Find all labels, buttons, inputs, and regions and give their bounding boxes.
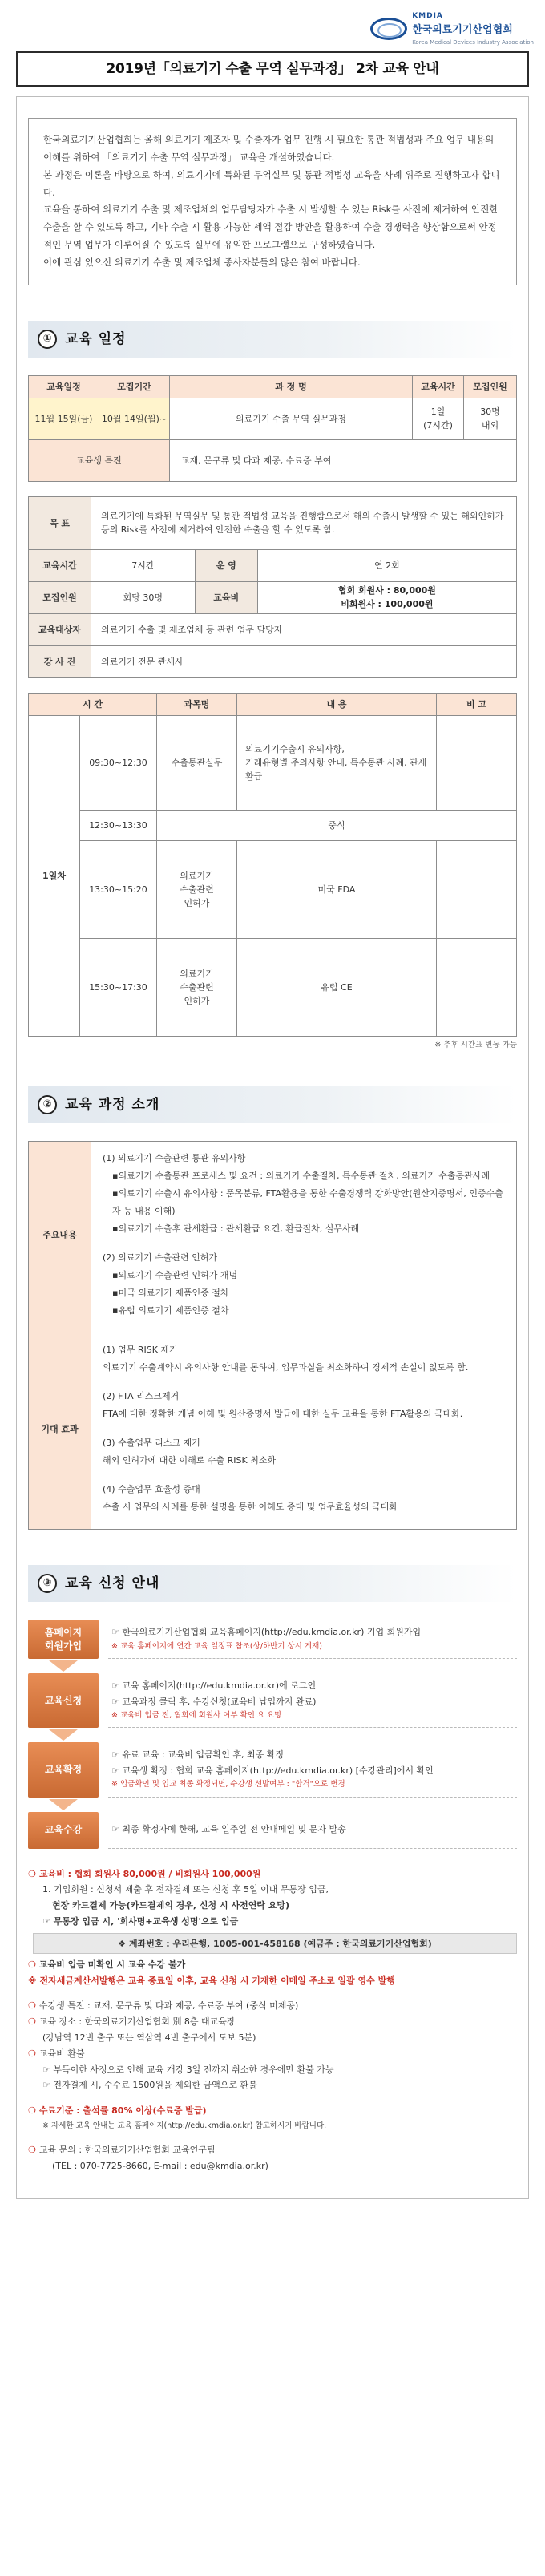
step-signup: [28, 1620, 517, 1659]
goal-text: 의료기기에 특화된 무역실무 및 통관 적법성 교육을 진행함으로서 해외 수출시 발생할 수 있는 해외인허가 등의 Risk를 사전에 제거하여 안전한 수출을 할 수 있도록 함.: [91, 496, 517, 549]
main-content: [91, 1142, 517, 1328]
logo-korean: 한국의료기기산업협회: [412, 23, 513, 36]
page-title: 2019년「의료기기 수출 무역 실무과정」 2차 교육 안내: [106, 60, 439, 77]
step-label: 홈페이지 회원가입: [28, 1620, 99, 1659]
course-info-table: [28, 496, 517, 678]
fee-line: ☞ 무통장 입금 시, '회사명+교육생 성명'으로 입금: [42, 1915, 239, 1927]
effect-content: [91, 1328, 517, 1530]
goal-label: 목 표: [29, 496, 91, 549]
perk-label: 교육생 특전: [29, 439, 170, 481]
step-description: [108, 1742, 517, 1797]
misc-line: (강남역 12번 출구 또는 역삼역 4번 출구에서 도보 5분): [42, 2032, 256, 2043]
content-line: (2) 의료기기 수출관련 인허가: [103, 1252, 217, 1264]
content-line: ▪유럽 의료기기 제품인증 절차: [112, 1305, 229, 1316]
timetable-header: 비 고: [437, 693, 517, 715]
schedule-header: 과 정 명: [170, 375, 413, 398]
timetable-subject: 의료기기 수출관련 인허가: [157, 938, 237, 1036]
effect-line: 의료기기 수출계약시 유의사항 안내를 통하여, 업무과실을 최소화하여 경제적 손실이 없도록 함.: [103, 1362, 469, 1373]
misc-line: ❍ 수강생 특전 : 교재, 문구류 및 다과 제공, 수료증 부여 (중식 미제공): [28, 2000, 299, 2012]
lecturer-value: 의료기기 전문 관세사: [91, 645, 517, 677]
refund-note: ※ 전자세금계산서발행은 교육 종료일 이후, 교육 신청 시 기재한 이메일 주소로 일괄 영수 발행: [28, 1975, 395, 1986]
misc-line: ❍ 교육 장소 : 한국의료기기산업협회 別 8층 대교육장: [28, 2016, 236, 2028]
timetable-note: ※ 추후 시간표 변동 가능: [434, 1040, 517, 1049]
down-arrow-icon: [28, 1798, 99, 1812]
timetable: [28, 693, 517, 1037]
misc-line: ❍ 교육비 환불: [28, 2048, 85, 2059]
effect-line: FTA에 대한 정확한 개념 이해 및 원산증명서 발급에 대한 실무 교육을 통한 FTA활용의 극대화.: [103, 1409, 463, 1420]
kmdia-logo[interactable]: [370, 11, 534, 47]
step-line: ☞ 교육과정 클릭 후, 수강신청(교육비 납입까지 완료): [111, 1696, 317, 1707]
effect-line: (2) FTA 리스크제거: [103, 1391, 180, 1402]
schedule-header: 모집인원: [464, 375, 517, 398]
effect-line: (1) 업무 RISK 제거: [103, 1345, 178, 1356]
effect-line: 수출 시 업무의 사례를 통한 설명을 통한 이해도 증대 및 업무효율성의 극대화: [103, 1502, 398, 1513]
timetable-content: 중식: [157, 810, 517, 840]
content-line: ▪의료기기 수출후 관세환급 : 관세환급 요건, 환급절차, 실무사례: [112, 1223, 360, 1235]
step-line: ※ 교육비 입금 전, 협회에 회원사 여부 확인 요 요망: [111, 1710, 282, 1720]
recruit-label: 모집인원: [29, 581, 91, 613]
timetable-remark: [437, 938, 517, 1036]
fee-nonmember: 비회원사 : 100,000원: [341, 599, 434, 610]
section-header-schedule: [28, 321, 517, 358]
circle-bullet-icon: ❍: [28, 2105, 36, 2117]
timetable-header: 내 용: [237, 693, 437, 715]
fee-line: 현장 카드결제 가능(카드결제의 경우, 신청 시 사전연락 요망): [52, 1900, 290, 1911]
schedule-header: 교육일정: [29, 375, 99, 398]
course-intro-table: [28, 1141, 517, 1530]
section-header-course: [28, 1086, 517, 1123]
content-line: ▪미국 의료기기 제품인증 절차: [112, 1288, 229, 1299]
content-line: ▪의료기기 수출관련 인허가 개념: [112, 1270, 238, 1281]
timetable-content: 유럽 CE: [237, 938, 437, 1036]
logo-code: KMDIA: [412, 12, 443, 20]
bank-account: ❖ 계좌번호 : 우리은행, 1005-001-458168 (예금주 : 한국의료기기산업협회): [33, 1933, 517, 1954]
apply-steps: [28, 1620, 517, 1848]
time-value: 7시간: [91, 549, 196, 581]
fee-values: [257, 581, 516, 613]
content-line: ▪의료기기 수출통관 프로세스 및 요건 : 의료기기 수출절차, 특수통관 절차, 의료기기 수출통관사례: [112, 1171, 490, 1182]
down-arrow-icon: [28, 1728, 99, 1742]
step-line: ☞ 한국의료기기산업협회 교육홈페이지(http://edu.kmdia.or.kr) 기업 회원가입: [111, 1627, 422, 1638]
refund-title: 교육비 입금 미확인 시 교육 수강 불가: [38, 1959, 186, 1970]
schedule-header: 교육시간: [413, 375, 464, 398]
step-label: 교육수강: [28, 1812, 99, 1849]
refund-title-row: [28, 1957, 517, 1973]
section-number: ②: [38, 1095, 57, 1114]
fee-member: 협회 회원사 : 80,000원: [337, 584, 436, 596]
effect-line: (3) 수출업무 리스크 제거: [103, 1438, 200, 1449]
schedule-hours: 1일 (7시간): [413, 398, 464, 439]
step-line: ☞ 유료 교육 : 교육비 입금확인 후, 최종 확정: [111, 1749, 285, 1761]
schedule-period: 10월 14일(월)~: [99, 398, 170, 439]
timetable-time: 15:30~17:30: [80, 938, 157, 1036]
schedule-course: 의료기기 수출 무역 실무과정: [170, 398, 413, 439]
misc-line: ☞ 부득이한 사정으로 인해 교육 개강 3일 전까지 취소한 경우에만 환불 가능: [42, 2064, 334, 2075]
circle-bullet-icon: ❍: [28, 1959, 36, 1970]
step-confirm: [28, 1742, 517, 1797]
effect-label: 기대 효과: [29, 1328, 91, 1530]
intro-paragraph: 교육을 통하여 의료기기 수출 및 제조업체의 업무담당자가 수출 시 발생할 수 있는 Risk를 사전에 제거하여 안전한 수출을 할 수 있도록 하고, 기타 수출 시 활용 가능한 세액 절감 방안을 활용하여 수출 경쟁력을 향상함으로써 안정적인 무역 업무가 이루어질 수 있도록 실무에 유익한 프로그램으로 구성하였습니다.: [43, 204, 499, 251]
timetable-time: 13:30~15:20: [80, 840, 157, 938]
effect-line: 해외 인허가에 대한 이해로 수출 RISK 최소화: [103, 1455, 277, 1466]
content-line: (1) 의료기기 수출관련 통관 유의사항: [103, 1153, 246, 1164]
effect-line: (4) 수출업무 효율성 증대: [103, 1484, 200, 1495]
circle-bullet-icon: ❍: [28, 2016, 36, 2028]
kmdia-logo-icon: [370, 18, 407, 40]
run-label: 운 영: [195, 549, 257, 581]
schedule-capacity: 30명 내외: [464, 398, 517, 439]
fee-title-row: [28, 1866, 517, 1882]
perk-text: 교재, 문구류 및 다과 제공, 수료증 부여: [170, 439, 517, 481]
circle-bullet-icon: ❍: [28, 2145, 36, 2156]
step-line: ※ 교육 홈페이지에 연간 교육 일정표 참조(상/하반기 상시 게재): [111, 1641, 322, 1651]
main-content-label: 주요내용: [29, 1142, 91, 1328]
recruit-value: 회당 30명: [91, 581, 196, 613]
step-description: [108, 1673, 517, 1728]
timetable-content: 미국 FDA: [237, 840, 437, 938]
intro-paragraph: 본 과정은 이론을 바탕으로 하여, 의료기기에 특화된 무역실무 및 통관 적법성 교육을 사례 위주로 진행하고자 합니다.: [43, 168, 500, 198]
step-label: 교육확정: [28, 1742, 99, 1797]
schedule-header: 모집기간: [99, 375, 170, 398]
misc-line: ☞ 전자결제 시, 수수료 1500원을 제외한 금액으로 환불: [42, 2080, 257, 2091]
fee-title: 교육비 : 협회 회원사 80,000원 / 비회원사 100,000원: [38, 1868, 261, 1879]
intro-box: [28, 118, 517, 285]
header: [0, 0, 545, 47]
lecturer-label: 강 사 진: [29, 645, 91, 677]
contact-line: (TEL : 070-7725-8660, E-mail : edu@kmdia.or.kr): [52, 2160, 268, 2171]
page-title-box: [16, 51, 529, 87]
timetable-subject: 의료기기 수출관련 인허가: [157, 840, 237, 938]
circle-bullet-icon: ❍: [28, 1868, 36, 1879]
timetable-subject: 수출통관실무: [157, 715, 237, 810]
step-line: ※ 입금확인 및 입교 최종 확정되면, 수강생 선발여부 : "합격"으로 변경: [111, 1779, 345, 1789]
step-line: ☞ 교육생 확정 : 협회 교육 홈페이지(http://edu.kmdia.or.kr) [수강관리]에서 확인: [111, 1765, 434, 1776]
time-label: 교육시간: [29, 549, 91, 581]
intro-paragraph: 한국의료기기산업협회는 올해 의료기기 제조자 및 수출자가 업무 진행 시 필요한 통관 적법성과 주요 업무 내용의 이해를 위하여 「의료기기 수출 무역 실무과정」 교육을 개설하였습니다.: [43, 134, 495, 163]
section-title: 교육 과정 소개: [65, 1097, 160, 1114]
target-value: 의료기기 수출 및 제조업체 등 관련 업무 담당자: [91, 613, 517, 645]
step-description: [108, 1812, 517, 1849]
intro-paragraph: 이에 관심 있으신 의료기기 수출 및 제조업체 종사자분들의 많은 참여 바랍니다.: [43, 256, 361, 268]
fee-label: 교육비: [195, 581, 257, 613]
step-attend: [28, 1812, 517, 1849]
content-frame: [16, 96, 529, 2199]
section-title: 교육 일정: [65, 330, 127, 347]
down-arrow-icon: [28, 1659, 99, 1673]
section-number: ③: [38, 1574, 57, 1593]
schedule-date: 11월 15일(금): [29, 398, 99, 439]
target-label: 교육대상자: [29, 613, 91, 645]
step-description: [108, 1620, 517, 1659]
content-line: ▪의료기기 수출시 유의사항 : 품목분류, FTA활용을 통한 수출경쟁력 강화방안(원산지증명서, 인증수출자 등 내용 이해): [112, 1188, 503, 1217]
timetable-header: 시 간: [29, 693, 157, 715]
logo-english: Korea Medical Devices Industry Association: [412, 39, 534, 47]
run-value: 연 2회: [257, 549, 516, 581]
timetable-time: 09:30~12:30: [80, 715, 157, 810]
circle-bullet-icon: ❍: [28, 2000, 36, 2012]
misc-line: ※ 자세한 교육 안내는 교육 홈페이지(http://edu.kmdia.or.kr) 참고하시기 바랍니다.: [42, 2121, 327, 2130]
circle-bullet-icon: ❍: [28, 2048, 36, 2059]
day-label: 1일차: [29, 715, 80, 1036]
schedule-table: [28, 375, 517, 482]
section-title: 교육 신청 안내: [65, 1575, 160, 1592]
timetable-remark: [437, 840, 517, 938]
timetable-time: 12:30~13:30: [80, 810, 157, 840]
timetable-remark: [437, 715, 517, 810]
misc-line: ❍ 수료기준 : 출석률 80% 이상(수료증 발급): [28, 2105, 207, 2117]
section-number: ①: [38, 330, 57, 349]
step-line: ☞ 최종 확정자에 한해, 교육 일주일 전 안내메일 및 문자 발송: [111, 1824, 346, 1835]
step-apply: [28, 1673, 517, 1728]
timetable-header: 과목명: [157, 693, 237, 715]
misc-line: ❍ 교육 문의 : 한국의료기기산업협회 교육연구팀: [28, 2145, 216, 2156]
fee-line: 1. 기업회원 : 신청서 제출 후 전자결제 또는 신청 후 5일 이내 무통장 입금,: [42, 1884, 329, 1895]
step-line: ☞ 교육 홈페이지(http://edu.kmdia.or.kr)에 로그인: [111, 1680, 317, 1692]
step-label: 교육신청: [28, 1673, 99, 1728]
apply-details: [28, 1866, 517, 2174]
section-header-apply: [28, 1565, 517, 1602]
timetable-content: 의료기기수출시 유의사항, 거래유형별 주의사항 안내, 특수통관 사례, 관세환급: [237, 715, 437, 810]
